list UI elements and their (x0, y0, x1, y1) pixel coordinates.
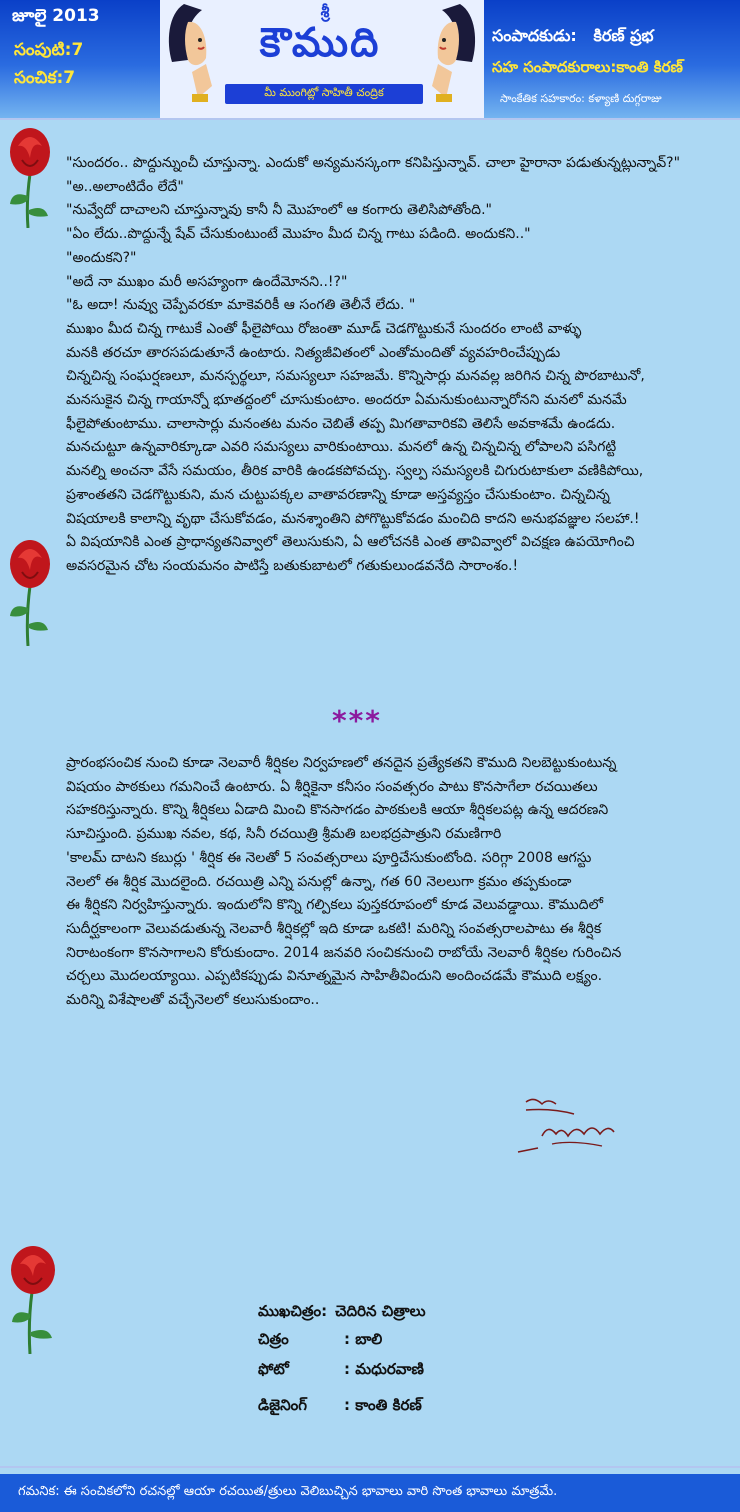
text-line: మరిన్ని విశేషాలతో వచ్చేనెలలో కలుసుకుందాం.. (66, 992, 320, 1009)
section-separator: *** (332, 704, 382, 737)
text-line: 'కాలమ్ దాటని కబుర్లు ' శీర్షిక ఈ నెలతో 5 సంవత్సరాలు పూర్తిచేసుకుంటోంది. సరిగ్గా 2008 ఆగస్టు (66, 849, 592, 866)
text-line: ఫీలైపోతుంటాము. చాలాసార్లు మనంతట మనం చెబితే తప్ప మిగతావారికవి తెలిసే అవకాశమే ఉండదు. (66, 415, 616, 432)
footer-note: గమనిక: ఈ సంచికలోని రచనల్లో ఆయా రచయిత/త్రులు వెలిబుచ్చిన భావాలు వారి సొంత భావాలు మాత్రమే. (0, 1474, 740, 1512)
text-line: విషయం పాఠకులు గమనించే ఉంటారు. ఏ శీర్షికైనా కనీసం సంవత్సరం పాటు కొనసాగేలా రచయితలు (66, 778, 598, 795)
rose-icon (4, 124, 56, 228)
text-line: మనసుకైన చిన్న గాయాన్నో భూతద్దంలో చూసుకుంటాం. అందరూ ఏమనుకుంటున్నారోనని మనలో మనమే (66, 392, 627, 409)
text-line: ప్రారంభసంచిక నుంచి కూడా నెలవారీ శీర్షికల నిర్వహణలో తనదైన ప్రత్యేకతని కౌముది నిలబెట్టుకుంటున్న (66, 755, 617, 771)
announcement-text (66, 752, 621, 1013)
text-line: "అ..అలాంటిదేం లేదే" (66, 178, 184, 195)
text-line: చిన్నచిన్న సంఘర్షణలూ, మనస్పర్థలూ, సమస్యలూ సహజమే. కొన్నిసార్లు మనవల్ల జరిగిన చిన్న పొరబాటునో, (66, 368, 645, 385)
credit-value: : బాలి (344, 1330, 383, 1348)
text-line: ప్రశాంతతని చెడగొట్టుకుని, మన చుట్టుపక్కల వాతావరణాన్ని కూడా అస్తవ్యస్తం చేసుకుంటాం. చిన్నచిన్న (66, 486, 610, 503)
tech-credit: సాంకేతిక సహకారం: కళ్యాణి దుగ్గరాజు (500, 92, 662, 105)
text-line: "ఓ అదా! నువ్వు చెప్పేవరకూ మాకెవరికీ ఆ సంగతి తెలీనే లేదు. " (66, 297, 416, 314)
text-line: సహకరిస్తున్నారు. కొన్ని శీర్షికలు ఏడాది మించి కొనసాగడం పాఠకులకి ఆయా శీర్షికలపట్ల ఉన్న ఆదరణని (66, 802, 609, 819)
credit-label: ఫోటో (258, 1360, 289, 1378)
text-line: "ఏం లేదు..పొద్దున్నే షేవ్ చేసుకుంటుంటే మొహం మీద చిన్న గాటు పడింది. అందుకని.." (66, 226, 531, 243)
text-line: "నువ్వేదో దాచాలని చూస్తున్నావు కానీ నీ మొహంలో ఆ కంగారు తెలిసిపోతోంది." (66, 202, 492, 219)
editor-credit: సంపాదకుడు: కిరణ్ ప్రభ (492, 26, 654, 45)
volume-number: సంపుటి:7 (14, 40, 84, 60)
credit-design (258, 1396, 422, 1418)
text-line: సూచిస్తుంది. ప్రముఖ నవల, కథ, సినీ రచయిత్రి శ్రీమతి బలభద్రపాత్రుని రమణిగారి (66, 826, 502, 843)
issue-date: జూలై 2013 (12, 6, 100, 26)
text-line: ఏ విషయానికి ఎంత ప్రాధాన్యతనివ్వాలో తెలుసుకుని, ఏ ఆలోచనకి ఎంత తావివ్వాలో విచక్షణ ఉపయోగించి (66, 534, 635, 551)
logo-tagline: మీ ముంగిట్లో సాహితీ చంద్రిక (225, 84, 423, 104)
page-header (0, 0, 740, 118)
credit-painting (258, 1330, 382, 1352)
header-divider (0, 118, 740, 120)
credit-cover (258, 1302, 426, 1324)
text-line: నిరాటంకంగా కొనసాగాలని కోరుకుందాం. 2014 జనవరి సంచికనుంచి రాబోయే నెలవారీ శీర్షికల గురించిన (66, 944, 622, 961)
credit-photo (258, 1360, 424, 1382)
text-line: అవసరమైన చోట సంయమనం పాటిస్తే బతుకుబాటలో గతుకులుండవనేది సారాంశం.! (66, 557, 519, 574)
co-editor-credit: సహ సంపాదకురాలు:కాంతి కిరణ్ (492, 58, 683, 76)
credit-value: : మధురవాణి (344, 1360, 424, 1378)
text-line: ఈ శీర్షికని నిర్వహిస్తున్నారు. ఇందులోని కొన్ని గల్పికలు పుస్తకరూపంలో కూడ వెలువడ్డాయి. కౌముదిలో (66, 897, 603, 914)
text-line: "సుందరం.. పొద్దున్నుంచీ చూస్తున్నా. ఎందుకో అన్యమనస్కంగా కనిపిస్తున్నావ్. చాలా హైరానా పడుతున్నట్లున్నావ్?" (66, 155, 681, 171)
right-greeting-face-icon (420, 2, 482, 114)
rose-icon (4, 1242, 62, 1354)
logo-sri: శ్రీ (320, 2, 330, 21)
text-line: "అందుకని?" (66, 249, 137, 266)
credit-value: చెదిరిన చిత్రాలు (335, 1302, 426, 1320)
editor-signature (512, 1096, 622, 1162)
credit-label: చిత్రం (258, 1330, 289, 1348)
text-line: సుదీర్ఘకాలంగా వెలువడుతున్న నెలవారీ శీర్షికల్లో ఇది కూడా ఒకటి! మరిన్ని సంవత్సరాలపాటు ఈ శీర్షిక (66, 920, 602, 937)
text-line: మనల్ని అంచనా వేసే సమయం, తీరిక వారికి ఉండకపోవచ్చు. స్వల్ప సమస్యలకి చిగురుటాకులా వణికిపోయి, (66, 463, 644, 480)
footer-divider (0, 1466, 740, 1468)
text-line: విషయాలకి కాలాన్ని వృథా చేసుకోవడం, మనశ్శాంతిని పోగొట్టుకోవడం మంచిది కాదని అనుభవజ్ఞుల సలహా.! (66, 510, 640, 527)
rose-icon (4, 536, 56, 646)
credit-label: డిజైనింగ్ (258, 1396, 307, 1414)
left-greeting-face-icon (162, 2, 224, 114)
issue-number: సంచిక:7 (14, 68, 76, 88)
credit-label: ముఖచిత్రం: (258, 1302, 328, 1320)
text-line: మనచుట్టూ ఉన్నవారిక్కూడా ఎవరి సమస్యలు వారికుంటాయి. మనలో ఉన్న చిన్నచిన్న లోపాలని పసిగట్టి (66, 439, 617, 456)
text-line: ముఖం మీద చిన్న గాటుకే ఎంతో ఫీలైపోయి రోజంతా మూడ్ చెడగొట్టుకునే సుందరం లాంటి వాళ్ళు (66, 320, 582, 337)
text-line: మనకి తరచూ తారసపడుతూనే ఉంటారు. నిత్యజీవితంలో ఎంతోమందితో వ్యవహరించేప్పుడు (66, 344, 561, 361)
logo-title: కౌముది (259, 20, 381, 66)
text-line: చర్చలు మొదలయ్యాయి. ఎప్పటికప్పుడు వినూత్నమైన సాహితీవిందుని అందించడమే కౌముది లక్ష్యం. (66, 968, 603, 985)
text-line: నెలలో ఈ శీర్షిక మొదలైంది. రచయిత్రి ఎన్ని పనుల్లో ఉన్నా, గత 60 నెలలుగా క్రమం తప్పకుండా (66, 873, 572, 890)
text-line: "అదే నా ముఖం మరీ అసహ్యంగా ఉందేమోనని..!?" (66, 273, 348, 290)
credit-value: : కాంతి కిరణ్ (344, 1396, 422, 1414)
editorial-text (66, 152, 680, 579)
